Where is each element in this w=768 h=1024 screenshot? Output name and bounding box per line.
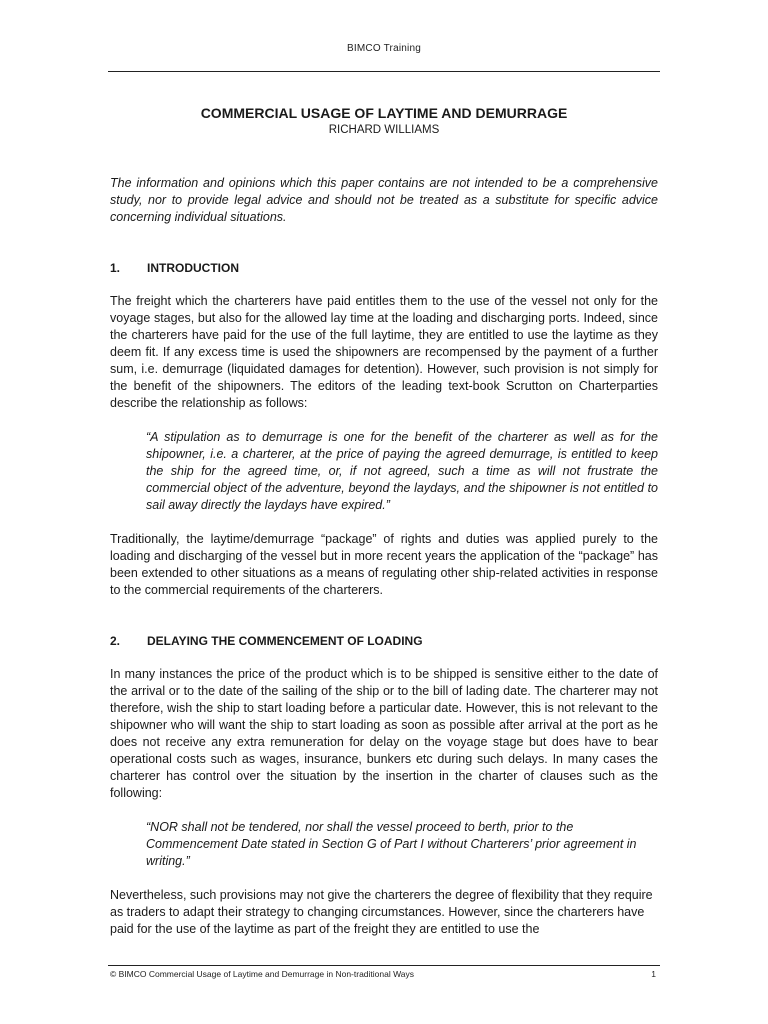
intro-quote: “A stipulation as to demurrage is one for the benefit of the charterer as well as for the shipowner, i.e. a charterer, at the price of paying the agreed demurrage, is entitled to keep the ship for the agreed time, or, if not agreed, such a time as will not frustrate the commercial object of the adventure, beyond the laydays, and the shipowner is not entitled to sail away directly the laydays have expired.” [146, 430, 658, 512]
section-heading-delaying-loading [110, 633, 658, 650]
document-title: COMMERCIAL USAGE OF LAYTIME AND DEMURRAGE [200, 105, 568, 121]
header-divider [108, 71, 660, 72]
footer-divider [108, 965, 660, 966]
intro-paragraph-2: Traditionally, the laytime/demurrage “package” of rights and duties was applied purely to the loading and discharging of the vessel but in more recent years the application of the “package” has been extended to other situations as a means of regulating other ship-related activities in response to the commercial requirements of the charterers. [110, 532, 658, 597]
footer-text: © BIMCO Commercial Usage of Laytime and Demurrage in Non-traditional Ways [110, 969, 415, 979]
section-number: 2. [110, 634, 121, 648]
running-footer [110, 969, 656, 979]
intro-paragraph-1: The freight which the charterers have paid entitles them to the use of the vessel not only for the voyage stages, but also for the allowed lay time at the loading and discharging ports. Indeed, since the charterers have paid for the use of the full laytime, they are entitled to use the laytime as they deem fit. If any excess time is used the shipowners are recompensed by the payment of a further sum, i.e. demurrage (liquidated damages for detention). However, such provision is not simply for the benefit of the shipowners. The editors of the leading text-book Scrutton on Charterparties describe the relationship as follows: [110, 294, 658, 410]
document-author: RICHARD WILLIAMS [328, 124, 440, 136]
running-header: BIMCO Training [347, 43, 421, 54]
page-content [110, 104, 658, 938]
section-title: DELAYING THE COMMENCEMENT OF LOADING [147, 634, 423, 648]
section-title: INTRODUCTION [147, 261, 239, 275]
loading-quote: “NOR shall not be tendered, nor shall the vessel proceed to berth, prior to the Commencement Date stated in Section G of Part I without Charterers’ prior agreement in writing.” [146, 820, 637, 868]
disclaimer-text: The information and opinions which this paper contains are not intended to be a comprehensive study, nor to provide legal advice and should not be treated as a substitute for specific advice concerning individual situations. [110, 176, 658, 224]
section-number: 1. [110, 261, 121, 275]
section-heading-introduction [110, 260, 658, 277]
loading-paragraph-1: In many instances the price of the product which is to be shipped is sensitive either to the date of the arrival or to the date of the sailing of the ship or to the bill of lading date. The charterer may not therefore, wish the ship to start loading before a particular date. However, this is not relevant to the shipowner who will want the ship to start loading as soon as possible after arrival at the port as he does not receive any extra remuneration for delay on the voyage stage but does have to bear operational costs such as wages, insurance, bunkers etc during such delays. In many cases the charterer has control over the situation by the insertion in the charter of clauses such as the following: [110, 667, 658, 800]
page-number: 1 [651, 969, 656, 979]
loading-paragraph-2: Nevertheless, such provisions may not give the charterers the degree of flexibility that they require as traders to adapt their strategy to changing circumstances. However, since the charterers have paid for the use of the laytime as part of the freight they are entitled to use the [110, 888, 653, 936]
